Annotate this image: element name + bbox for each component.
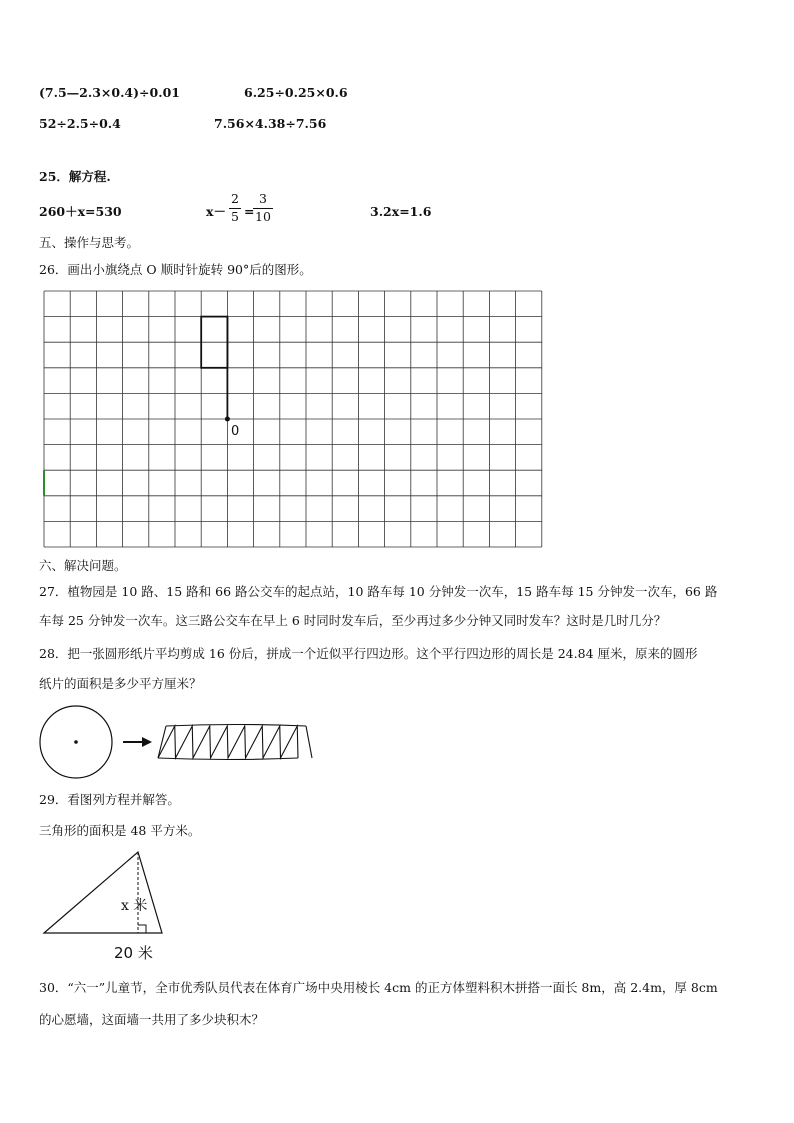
q25-equation-3: 3.2x=1.6 [370,204,432,219]
parallelogram-top-edge [166,725,306,727]
q30-line-2: 的心愿墙，这面墙一共用了多少块积木？ [39,1012,265,1027]
q27-line-1: 27．植物园是 10 路、15 路和 66 路公交车的起点站，10 路车每 10 分钟发一次车，15 路车每 15 分钟发一次车，66 路 [39,584,718,599]
right-angle-mark [138,925,146,933]
base-label: 20 米 [114,944,153,962]
calc-expr-2: 6.25÷0.25×0.6 [244,85,348,100]
q29-label: 29．看图列方程并解答。 [39,792,180,807]
q28-figure [38,704,288,780]
fraction-1-denominator: 5 [231,208,239,224]
parallelogram-right-edge [306,726,312,758]
sector-zigzag [158,726,298,758]
q25-fraction-1 [229,193,241,223]
q26-grid [43,290,545,548]
circle-center-dot [74,740,78,744]
calc-expr-3: 52÷2.5÷0.4 [39,116,121,131]
section-5-heading: 五、操作与思考。 [39,235,140,250]
approx-parallelogram [158,725,312,760]
q27-line-2: 车每 25 分钟发一次车。这三路公交车在早上 6 时同时发车后，至少再过多少分钟又同时发车？这时是几时几分？ [39,613,667,628]
q28-line-1: 28．把一张圆形纸片平均剪成 16 份后，拼成一个近似平行四边形。这个平行四边形的周长是 24.84 厘米，原来的圆形 [39,646,698,661]
fraction-2-numerator: 3 [258,191,267,206]
triangle [44,852,162,933]
calc-expr-4: 7.56×4.38÷7.56 [214,116,327,131]
q25-equation-2-equals: = [244,204,255,219]
q29-description: 三角形的面积是 48 平方米。 [39,823,201,838]
q28-line-2: 纸片的面积是多少平方厘米？ [39,676,202,691]
q25-fraction-2 [253,193,273,223]
point-o [225,417,230,422]
fraction-1-numerator: 2 [231,191,239,206]
q25-equation-1: 260＋x=530 [39,204,122,219]
q25-equation-2-prefix: x－ [206,204,226,219]
calc-expr-1: (7.5—2.3×0.4)÷0.01 [39,85,180,100]
q30-line-1: 30．“六一”儿童节，全市优秀队员代表在体育广场中央用棱长 4cm 的正方体塑料积木拼搭一面长 8m，高 2.4m，厚 8cm [39,980,718,995]
height-label: x 米 [121,898,148,914]
parallelogram-left-edge [158,726,166,758]
q25-label: 25．解方程. [39,169,111,184]
q29-triangle-figure [40,850,170,936]
q26-label: 26．画出小旗绕点 O 顺时针旋转 90°后的图形。 [39,262,312,277]
section-6-heading: 六、解决问题。 [39,558,127,573]
arrow-icon [123,737,152,747]
point-o-label: 0 [231,424,240,439]
fraction-2-denominator: 10 [255,208,271,224]
